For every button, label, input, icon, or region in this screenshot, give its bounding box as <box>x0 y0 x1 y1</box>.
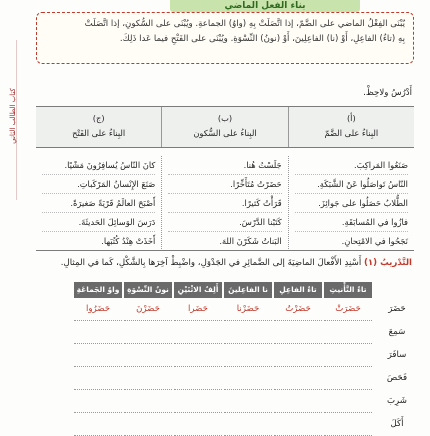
answer-cell[interactable] <box>74 321 122 344</box>
answer-cell[interactable] <box>74 413 122 436</box>
example-line: صَنَعُوا المَراكِبَ. <box>295 156 408 175</box>
column-letter: (أ) <box>346 113 356 123</box>
exercise-instruction <box>61 258 412 268</box>
answer-cell[interactable] <box>74 390 122 413</box>
verb-cell: فَحَصَ <box>386 373 408 383</box>
answer-cell[interactable] <box>124 321 172 344</box>
example-line: دَرَسَ الوَسائِلَ الحَديثَةَ. <box>42 213 155 232</box>
examples-column-c <box>36 156 161 251</box>
examples-header-b <box>161 107 287 147</box>
answer-cell[interactable] <box>274 367 322 390</box>
side-margin <box>2 40 17 200</box>
examples-body <box>36 148 414 251</box>
example-line: النّاسُ تَواصَلُوا عَنْ الشَّبَكَةِ. <box>295 175 408 194</box>
answer-cell[interactable] <box>224 390 272 413</box>
example-line: نَجَحُوا في الامْتِحانِ. <box>295 232 408 251</box>
answer-cell[interactable] <box>324 321 372 344</box>
examples-column-a <box>288 156 414 251</box>
lesson-heading: بناء الفعل الماضي <box>170 0 360 12</box>
verb-cell: أَكَلَ <box>390 419 404 429</box>
answer-cell: حَضَرْنا <box>224 298 272 321</box>
rule-box <box>36 12 414 64</box>
rule-line-1: يُبْنَى الفِعْلُ الماضي على الضَّمّ، إذا اتَّصَلَتْ بِهِ (واوُ) الجماعةِ. ويُبْنَى على السُّكونِ، إذا اتَّصَلَتْ <box>84 19 405 29</box>
example-line: حَضَرْتُ مُتَأَخِّرًا. <box>168 175 281 194</box>
grid-header-cell: نونُ النِّسْوَةِ <box>124 282 172 298</box>
example-line: البَناتُ شَكَرْنَ اللهَ. <box>168 232 281 251</box>
answer-cell[interactable] <box>324 390 372 413</box>
grid-body <box>20 298 420 436</box>
example-line: فازُوا في المُسابَقَةِ. <box>295 213 408 232</box>
exercise-number: التَّدْريبُ (١) <box>363 258 412 268</box>
column-letter: (ج) <box>92 113 105 123</box>
answer-cell: حَضَرْنَ <box>124 298 172 321</box>
answer-cell[interactable] <box>224 413 272 436</box>
answer-cell[interactable] <box>324 413 372 436</box>
answer-cell[interactable] <box>224 344 272 367</box>
answer-cell[interactable] <box>124 413 172 436</box>
example-line: كانَ النّاسُ يُسافِرُونَ مَشْيًا. <box>42 156 155 175</box>
examples-column-b <box>161 156 287 251</box>
verb-cell: سَمِعَ <box>388 327 406 337</box>
grid-row <box>20 344 420 367</box>
answer-cell[interactable] <box>174 390 222 413</box>
example-line: صَنَعَ الإِنْسانُ المَرْكَباتِ. <box>42 175 155 194</box>
grid-row <box>20 367 420 390</box>
section-divider <box>36 250 414 251</box>
answer-cell[interactable] <box>274 390 322 413</box>
answer-cell: حَضَرْتُ <box>274 298 322 321</box>
examples-header-c <box>36 107 161 147</box>
example-line: أَخَذَتْ هِنْدُ كُتُبَها. <box>42 232 155 251</box>
answer-cell[interactable] <box>74 344 122 367</box>
exercise-text: أَسْنِدِ الأَفْعالَ الماضِيَةَ إلى الضَّمائِرِ في الجَدْوَلِ، واضْبِطْ آخِرَها بِالشَّكْلِ، كَما في المِثالِ. <box>60 258 362 268</box>
answer-cell[interactable] <box>174 344 222 367</box>
grid-header-cell: نا الفاعِلينَ <box>224 282 272 298</box>
answer-cell[interactable] <box>74 367 122 390</box>
answer-cell[interactable] <box>274 413 322 436</box>
grid-row <box>20 298 420 321</box>
exercise-grid <box>20 282 420 436</box>
example-line: قَرَأْتُ كَثيرًا. <box>168 194 281 213</box>
answer-cell[interactable] <box>124 344 172 367</box>
answer-cell[interactable] <box>324 367 372 390</box>
grid-row <box>20 413 420 436</box>
grid-row <box>20 321 420 344</box>
column-title: البِناءُ على السُّكون <box>193 128 257 138</box>
column-title: البِناءُ على الفَتْح <box>72 128 126 138</box>
examples-header-a <box>288 107 414 147</box>
example-line: الطُّلابُ حَصَلُوا على جَوائِزَ. <box>295 194 408 213</box>
grid-header-cell: تاءُ الفاعِلِ <box>274 282 322 298</box>
read-instruction: أَدْرُسُ ولاحِظْ. <box>363 88 412 98</box>
column-letter: (ب) <box>217 113 233 123</box>
rule-line-2: بِهِ (تاءُ) الفاعِلِ، أَوْ (نا) الفاعِلِينَ، أَوْ (نونُ) النِّسْوَةِ. ويُبْنَى على الفَتْحِ فيما عَدا ذَلِكَ. <box>119 34 405 44</box>
grid-header-cell: أَلِفُ الاثْنَيْنِ <box>174 282 222 298</box>
answer-cell: حَضَرُوا <box>74 298 122 321</box>
example-line: جَلَسْتُ هُنا. <box>168 156 281 175</box>
answer-cell[interactable] <box>124 390 172 413</box>
answer-cell[interactable] <box>224 321 272 344</box>
answer-cell[interactable] <box>274 344 322 367</box>
answer-cell[interactable] <box>174 413 222 436</box>
grid-row <box>20 390 420 413</box>
answer-cell: حَضَرَتْ <box>324 298 372 321</box>
answer-cell: حَضَرا <box>174 298 222 321</box>
examples-header <box>36 106 414 148</box>
verb-cell: شَرِبَ <box>386 396 408 406</box>
answer-cell[interactable] <box>174 367 222 390</box>
verb-cell: سافَرَ <box>387 350 407 360</box>
example-line: كَتَبْنا الدَّرْسَ. <box>168 213 281 232</box>
example-line: أَصْبَحَ العالَمُ قَرْيَةً صَغيرَةً. <box>42 194 155 213</box>
answer-cell[interactable] <box>274 321 322 344</box>
answer-cell[interactable] <box>224 367 272 390</box>
answer-cell[interactable] <box>124 367 172 390</box>
grid-header-verb <box>374 282 420 298</box>
grid-header <box>20 282 420 298</box>
verb-cell: حَضَرَ <box>388 304 406 314</box>
grid-header-cell: تاءُ التَّأْنيثِ <box>324 282 372 298</box>
examples-table <box>36 106 414 251</box>
column-title: البِناءُ على الضَّمّ <box>324 128 379 138</box>
side-book-title: كتاب الطالب الثاني <box>9 88 17 144</box>
grid-header-cell: واوُ الجَماعَةِ <box>74 282 122 298</box>
answer-cell[interactable] <box>174 321 222 344</box>
answer-cell[interactable] <box>324 344 372 367</box>
